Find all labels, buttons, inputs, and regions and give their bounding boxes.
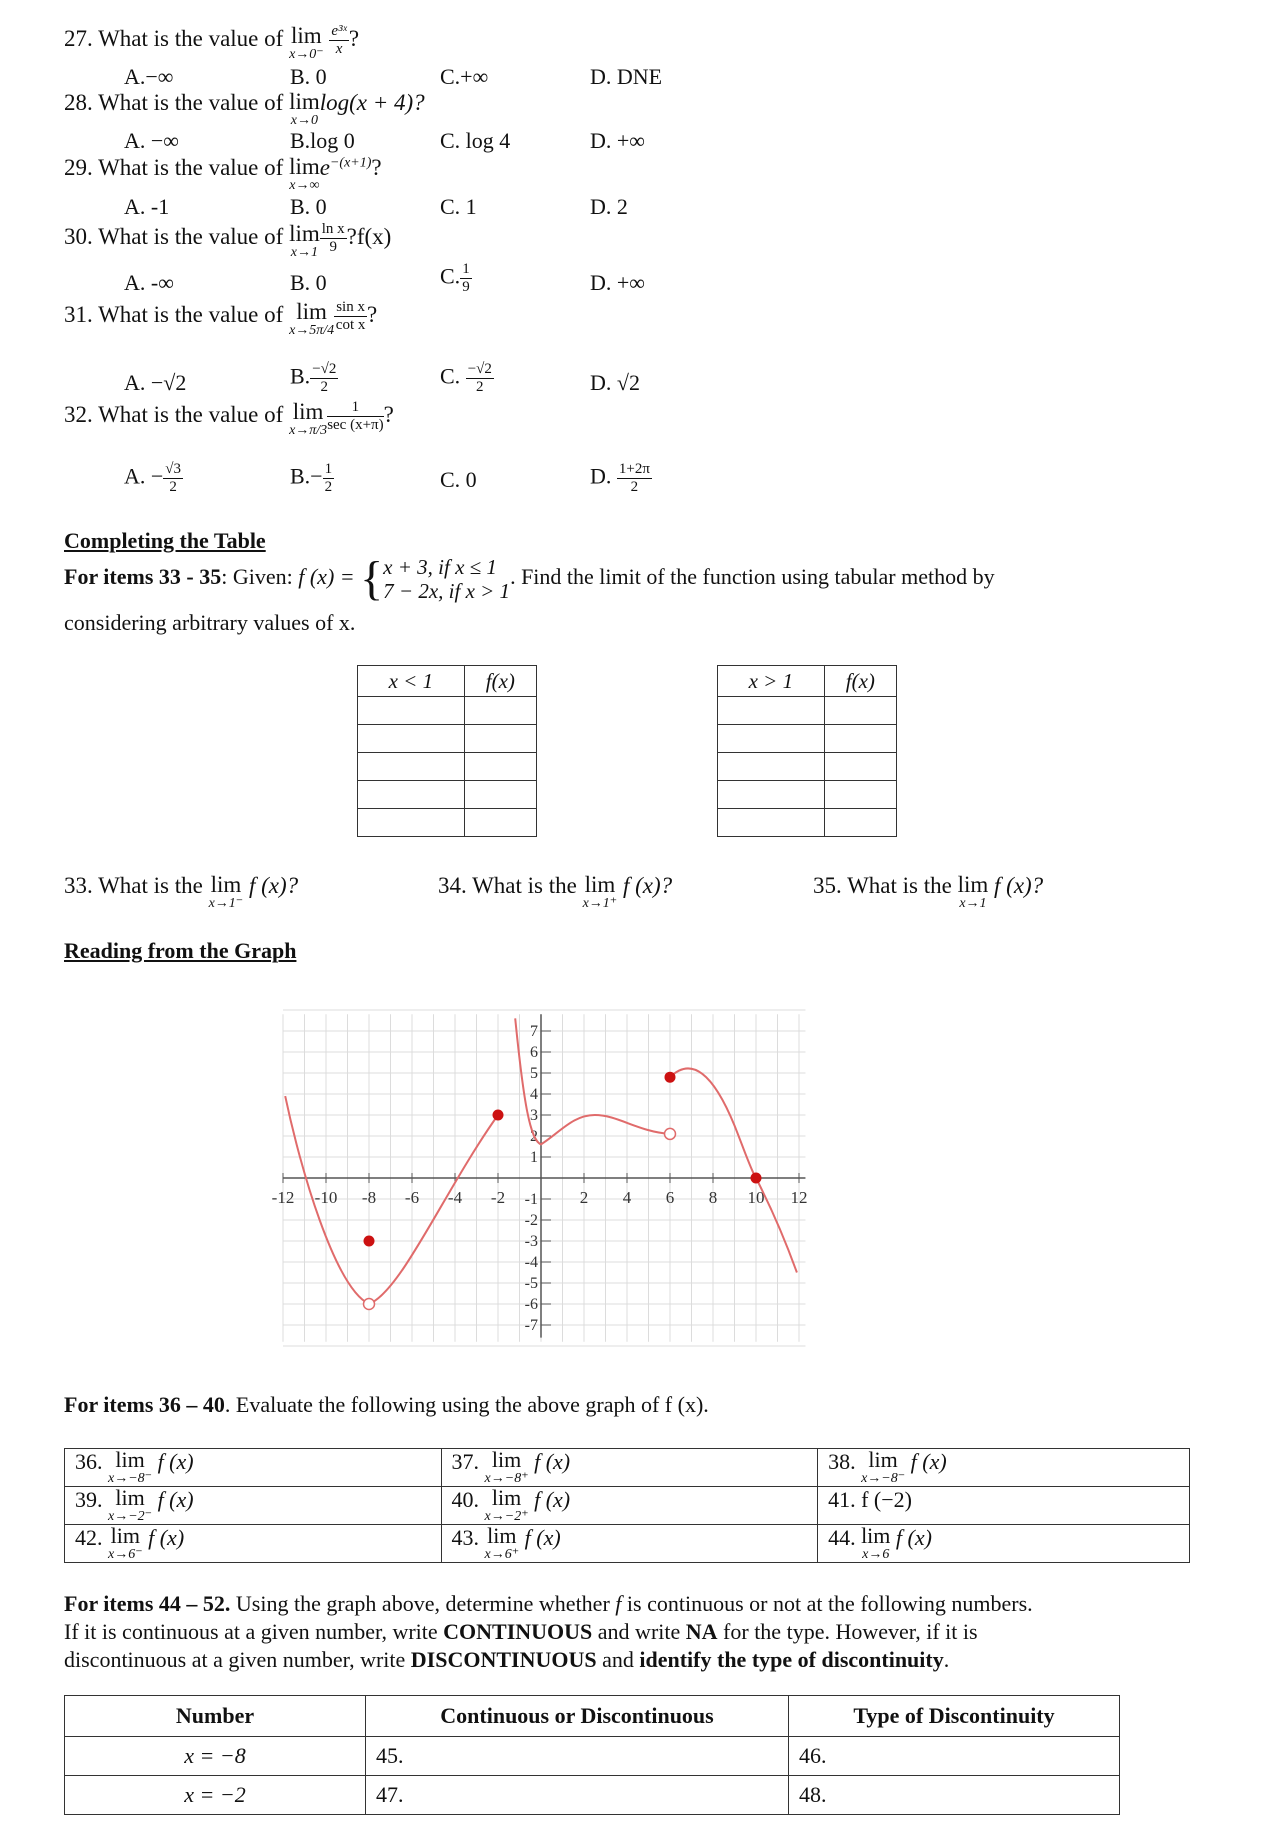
limit-operator: lim x→5π/4 xyxy=(289,299,335,338)
choice-31a[interactable]: A. −√2 xyxy=(124,370,187,395)
open-point xyxy=(665,1128,676,1139)
question-29: 29. What is the value of lim x→∞ $e^{-(x+1)}$? xyxy=(64,154,382,193)
table-cell[interactable] xyxy=(464,781,536,809)
brace-glyph: { xyxy=(360,552,384,606)
number-cell: x = −8 xyxy=(65,1737,366,1776)
limit-operator: lim x→1 xyxy=(957,872,989,911)
table-cell[interactable] xyxy=(358,725,465,753)
limit-item-cell[interactable]: 39. lim x→−2⁻ f (x) xyxy=(65,1487,442,1525)
function-graph xyxy=(271,985,908,1370)
question-33: 33. What is the lim x→1⁻ f (x)? xyxy=(64,872,299,911)
limit-operator: lim x→−2⁻ xyxy=(108,1485,153,1524)
header-fx: f(x) xyxy=(824,666,896,697)
question-27: 27. What is the value of lim x→0⁻ $\frac{\text{e³ˣ}}{x}$ ? xyxy=(64,23,360,62)
choice-30c[interactable]: C. $\frac{1}{9}$ xyxy=(440,261,470,295)
filled-point xyxy=(493,1110,504,1121)
table-intro-cont: considering arbitrary values of x. xyxy=(64,610,356,635)
limit-operator: lim x→0 xyxy=(289,89,320,128)
limit-item-cell[interactable]: 37. lim x→−8⁺ f (x) xyxy=(441,1449,818,1487)
table-cell[interactable] xyxy=(464,753,536,781)
choice-29d[interactable]: D. 2 xyxy=(590,194,628,219)
table-cell[interactable] xyxy=(824,697,896,725)
limit-item-cell[interactable]: 36. lim x→−8⁻ f (x) xyxy=(65,1449,442,1487)
table-cell[interactable] xyxy=(358,753,465,781)
answer-cell[interactable]: 46. xyxy=(789,1737,1120,1776)
table-cell[interactable] xyxy=(824,753,896,781)
limit-operator: lim x→1⁺ xyxy=(582,872,618,911)
choice-27c[interactable]: C.+∞ xyxy=(440,64,489,89)
y-tick-label: -2 xyxy=(524,1212,538,1229)
choice-31c[interactable]: C. $\frac{-√2}{2}$ xyxy=(440,361,492,395)
x-tick-label: 4 xyxy=(622,1188,632,1207)
limit-operator: lim x→1 xyxy=(289,221,320,260)
limit-item-cell[interactable]: 43. lim x→6⁺ f (x) xyxy=(441,1525,818,1563)
choice-32d[interactable]: D. $\frac{1+2\pi}{2}$ xyxy=(590,461,650,495)
answer-cell[interactable]: 48. xyxy=(789,1776,1120,1815)
question-30: 30. What is the value of lim x→1 $\frac{\text{ln x}}{9}$ ?f(x) xyxy=(64,221,392,260)
y-tick-label: -4 xyxy=(524,1254,538,1271)
header-fx: f(x) xyxy=(464,666,536,697)
table-cell[interactable] xyxy=(464,697,536,725)
choice-29b[interactable]: B. 0 xyxy=(290,194,327,219)
limit-operator: lim x→∞ xyxy=(289,154,320,193)
y-tick-label: -6 xyxy=(524,1296,538,1313)
choice-28c[interactable]: C. log 4 xyxy=(440,128,511,153)
graph-axes xyxy=(283,1014,805,1337)
limit-items-table xyxy=(64,1448,1190,1563)
limit-item-cell[interactable]: 42. lim x→6⁻ f (x) xyxy=(65,1525,442,1563)
choice-30a[interactable]: A. -∞ xyxy=(124,270,174,295)
table-cell[interactable] xyxy=(718,809,825,837)
choice-27a[interactable]: A.−∞ xyxy=(124,64,174,89)
header-continuity: Continuous or Discontinuous xyxy=(366,1696,789,1737)
question-28: 28. What is the value of lim x→0 log(x + 4)? xyxy=(64,89,425,128)
items-36-intro: For items 36 – 40. Evaluate the following using the above graph of f (x). xyxy=(64,1392,709,1417)
choice-30d[interactable]: D. +∞ xyxy=(590,270,645,295)
choice-31d[interactable]: D. √2 xyxy=(590,370,640,395)
choice-28d[interactable]: D. +∞ xyxy=(590,128,645,153)
y-tick-label: 6 xyxy=(530,1044,538,1061)
question-32: 32. What is the value of lim x→π/3 $\frac{1}{\sec (x+\pi)}$ ? xyxy=(64,399,394,438)
choice-32c[interactable]: C. 0 xyxy=(440,467,477,492)
y-tick-label: -1 xyxy=(524,1191,538,1208)
table-cell[interactable] xyxy=(718,781,825,809)
y-tick-label: -5 xyxy=(524,1275,538,1292)
limit-operator: lim x→−2⁺ xyxy=(484,1485,529,1524)
limit-items-row xyxy=(65,1449,1190,1487)
limit-operator: lim x→1⁻ xyxy=(208,872,244,911)
x-tick-label: 10 xyxy=(747,1188,765,1207)
y-tick-label: -7 xyxy=(524,1317,538,1334)
table-cell[interactable] xyxy=(824,781,896,809)
table-left xyxy=(357,665,537,837)
fraction: $\frac{1}{\sec (x+\pi)}$ xyxy=(327,399,384,433)
section-heading-graph: Reading from the Graph xyxy=(64,938,297,963)
choice-27b[interactable]: B. 0 xyxy=(290,64,327,89)
question-34: 34. What is the lim x→1⁺ f (x)? xyxy=(438,872,673,911)
x-tick-label: -6 xyxy=(404,1188,420,1207)
items-44-intro: For items 44 – 52. Using the graph above, determine whether f is continuous or not at the following numbers. If it is continuous at a given number, write CONTINUOUS and write NA for the type. However, if it is discontinuous at a given number, write DISCONTINUOUS and identify the type of discontinuity. xyxy=(64,1591,1033,1672)
limit-operator: lim x→−8⁻ xyxy=(861,1447,906,1486)
x-tick-label: 12 xyxy=(790,1188,808,1207)
limit-items-row xyxy=(65,1525,1190,1563)
limit-item-cell[interactable]: 40. lim x→−2⁺ f (x) xyxy=(441,1487,818,1525)
table-cell[interactable] xyxy=(464,725,536,753)
table-cell[interactable] xyxy=(358,781,465,809)
fraction: $\frac{\text{e³ˣ}}{x}$ xyxy=(331,23,347,57)
answer-cell[interactable]: 45. xyxy=(366,1737,789,1776)
header-type: Type of Discontinuity xyxy=(789,1696,1120,1737)
limit-operator: lim x→6⁻ xyxy=(108,1523,143,1562)
table-cell[interactable] xyxy=(718,753,825,781)
x-tick-label: 8 xyxy=(708,1188,718,1207)
fraction: $\frac{\text{ln x}}{9}$ xyxy=(321,221,345,255)
x-tick-label: -2 xyxy=(490,1188,506,1207)
question-35: 35. What is the lim x→1 f (x)? xyxy=(813,872,1044,911)
y-tick-label: 3 xyxy=(530,1107,538,1124)
continuity-table xyxy=(64,1695,1120,1815)
choice-28a[interactable]: A. −∞ xyxy=(124,128,179,153)
x-tick-label: -8 xyxy=(361,1188,377,1207)
y-tick-label: 4 xyxy=(530,1086,538,1103)
table-cell[interactable] xyxy=(358,697,465,725)
header-number: Number xyxy=(65,1696,366,1737)
x-tick-label: -12 xyxy=(271,1188,295,1207)
filled-point xyxy=(364,1236,375,1247)
table-cell[interactable] xyxy=(824,725,896,753)
limit-item-cell[interactable]: 38. lim x→−8⁻ f (x) xyxy=(818,1449,1190,1487)
table-cell[interactable] xyxy=(824,809,896,837)
limit-operator: lim x→−8⁺ xyxy=(484,1447,529,1486)
choice-29a[interactable]: A. -1 xyxy=(124,194,170,219)
y-tick-label: 5 xyxy=(530,1065,538,1082)
limit-items-row xyxy=(65,1487,1190,1525)
piecewise-function: x + 3, if x ≤ 1 7 − 2x, if x > 1 xyxy=(383,555,511,604)
limit-operator: lim x→π/3 xyxy=(289,399,328,438)
choice-31b[interactable]: B. $\frac{-√2}{2}$ xyxy=(290,361,337,395)
choice-32a[interactable]: A. − $\frac{√3}{2}$ xyxy=(124,461,182,495)
filled-point xyxy=(665,1072,676,1083)
limit-item-cell[interactable]: 41. f (−2) xyxy=(818,1487,1190,1525)
limit-operator: lim x→−8⁻ xyxy=(108,1447,153,1486)
limit-operator: lim x→6⁺ xyxy=(484,1523,520,1562)
choice-27d[interactable]: D. DNE xyxy=(590,64,663,89)
table-cell[interactable] xyxy=(718,725,825,753)
y-tick-label: 1 xyxy=(530,1149,538,1166)
table-right xyxy=(717,665,897,837)
x-tick-label: -4 xyxy=(447,1188,463,1207)
fraction: $\frac{\text{sin x}}{\text{cot x}}$ xyxy=(335,299,366,333)
choice-29c[interactable]: C. 1 xyxy=(440,194,477,219)
y-tick-label: 7 xyxy=(530,1023,538,1040)
open-point xyxy=(364,1299,375,1310)
table-cell[interactable] xyxy=(464,809,536,837)
choice-28b[interactable]: B.log 0 xyxy=(290,128,355,153)
limit-operator: lim x→0⁻ xyxy=(289,23,324,62)
limit-item-cell[interactable]: 44. lim x→6 f (x) xyxy=(818,1525,1190,1563)
table-cell[interactable] xyxy=(718,697,825,725)
limit-operator: lim x→6 xyxy=(861,1523,891,1562)
number-cell: x = −2 xyxy=(65,1776,366,1815)
y-tick-label: -3 xyxy=(524,1233,538,1250)
filled-point xyxy=(751,1173,762,1184)
x-tick-label: 2 xyxy=(579,1188,589,1207)
table-cell[interactable] xyxy=(358,809,465,837)
section-heading-table: Completing the Table xyxy=(64,528,266,553)
header-x-lt-1: x < 1 xyxy=(358,666,465,697)
table-intro: For items 33 - 35: Given: f (x) = { x + 3, if x ≤ 1 7 − 2x, if x > 1 . Find the limit of the function using tabular method by xyxy=(64,552,995,606)
header-x-gt-1: x > 1 xyxy=(718,666,825,697)
choice-30b[interactable]: B. 0 xyxy=(290,270,327,295)
x-tick-label: 6 xyxy=(665,1188,675,1207)
x-tick-label: -10 xyxy=(314,1188,338,1207)
choice-32b[interactable]: B.− $\frac{1}{2}$ xyxy=(290,461,333,495)
question-31: 31. What is the value of lim x→5π/4 $\frac{\text{sin x}}{\text{cot x}}$ ? xyxy=(64,299,378,338)
answer-cell[interactable]: 47. xyxy=(366,1776,789,1815)
y-tick-label: 2 xyxy=(530,1128,538,1145)
